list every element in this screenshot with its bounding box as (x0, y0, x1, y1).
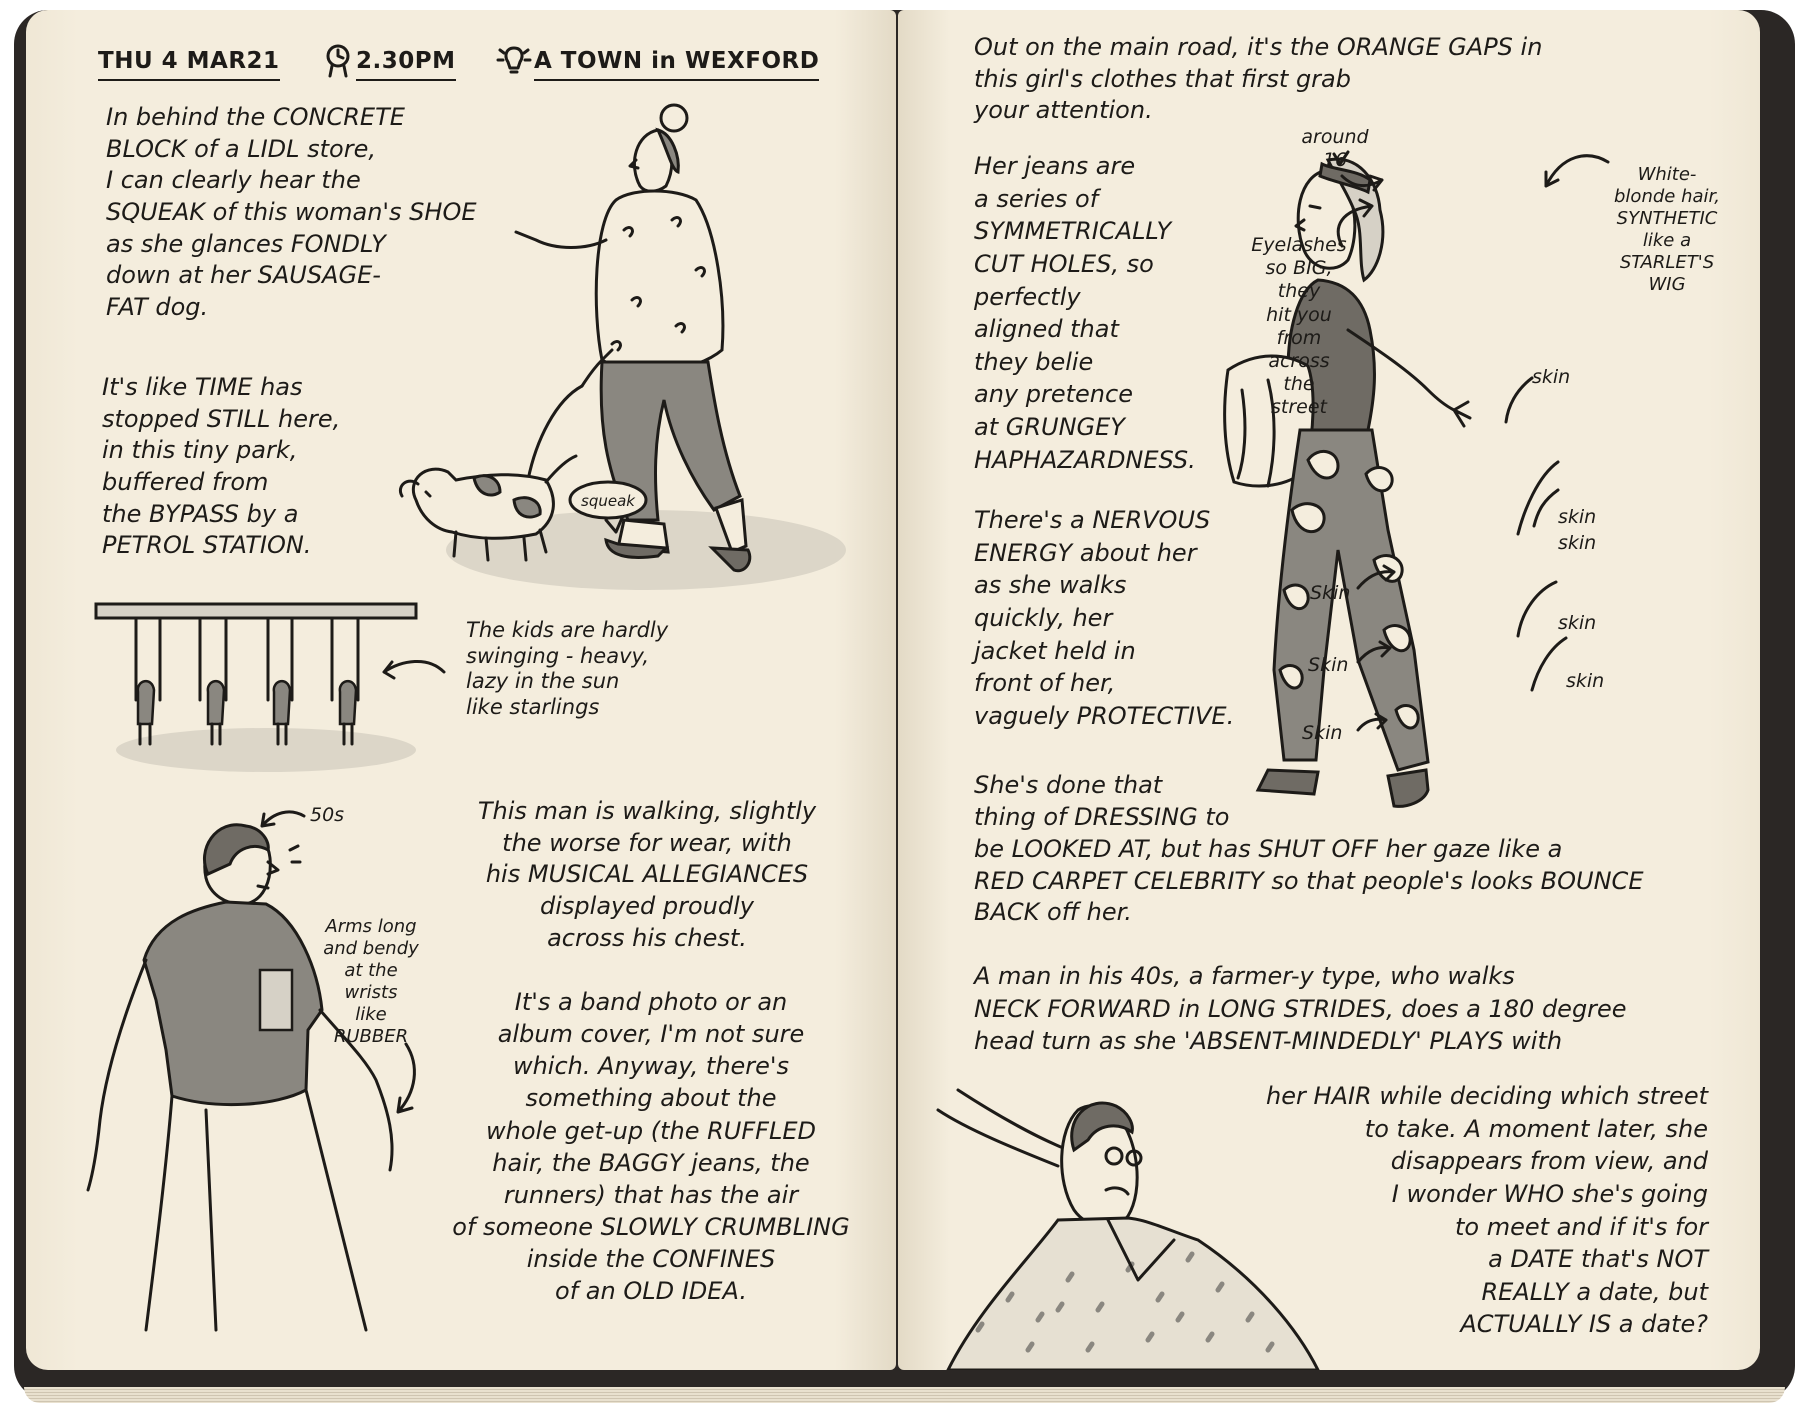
woman-with-dog-illustration (396, 100, 856, 590)
paragraph-time-stopped: It's like TIME has stopped STILL here, in this tiny park, buffered from the BYPASS by a PETROL STATION. (102, 373, 341, 560)
swings-note: The kids are hardly swinging - heavy, lazy in the sun like starlings (466, 618, 669, 719)
age-note-16: around 16 (1301, 126, 1369, 172)
squeak-label: squeak (581, 492, 635, 510)
age-16-arrow (1338, 162, 1388, 198)
swings-arrow (378, 650, 448, 690)
skin-label-8: Skin (1308, 654, 1349, 676)
date-label: THU 4 MAR21 (98, 46, 280, 81)
location-label: A TOWN in WEXFORD (534, 46, 819, 81)
swings-illustration (96, 600, 416, 780)
paragraph-musical-allegiances: This man is walking, slightly the worse for wear, with his MUSICAL ALLEGIANCES displayed proudly across his chest. (477, 797, 817, 952)
hair-arrow (1534, 146, 1614, 206)
farmer-illustration (938, 1070, 1358, 1370)
paragraph-looked-at: be LOOKED AT, but has SHUT OFF her gaze like a RED CARPET CELEBRITY so that people's looks BOUNCE BACK off her. (974, 835, 1644, 927)
paragraph-nervous-energy: There's a NERVOUS ENERGY about her as she walks quickly, her jacket held in front of her, vaguely PROTECTIVE. (974, 506, 1235, 730)
paragraph-lidl: In behind the CONCRETE BLOCK of a LIDL store, I can clearly hear the SQUEAK of this woman's SHOE as she glances FONDLY down at her SAUSAGE- FAT dog. (106, 103, 477, 322)
skin-arrows (1498, 350, 1738, 730)
skin-label-2: skin (1558, 506, 1597, 528)
lightbulb-icon (496, 42, 532, 78)
clock-icon (324, 44, 352, 78)
skin-label-3: skin (1558, 532, 1597, 554)
paragraph-dressing: She's done that thing of DRESSING to (974, 771, 1230, 831)
arms-arrow (386, 1040, 436, 1120)
skin-label-5: skin (1566, 670, 1605, 692)
skin-label-1: skin (1532, 366, 1571, 388)
page-edges (24, 1387, 1785, 1403)
time-label: 2.30PM (356, 46, 456, 81)
paragraph-orange-gaps: Out on the main road, it's the ORANGE GAPS in this girl's clothes that first grab your attention. (974, 33, 1543, 125)
eyelash-note: Eyelashes so BIG, they hit you from across the street (1251, 234, 1347, 419)
skin-label-7: Skin (1310, 582, 1351, 604)
paragraph-date: her HAIR while deciding which street to take. A moment later, she disappears from view, and I wonder WHO she's going to meet and if it's for a DATE that's NOT REALLY a date, but ACTUALLY IS a date? (1266, 1082, 1708, 1339)
arms-note: Arms long and bendy at the wrists like RUBBER (323, 916, 419, 1047)
left-page (26, 10, 896, 1370)
age-arrow (254, 804, 310, 834)
skin-label-4: skin (1558, 612, 1597, 634)
hair-note: White- blonde hair, SYNTHETIC like a STARLET'S WIG (1614, 164, 1720, 295)
paragraph-farmer: A man in his 40s, a farmer-y type, who walks NECK FORWARD in LONG STRIDES, does a 180 degree head turn as she 'ABSENT-MINDEDLY' PLAYS with (974, 962, 1627, 1056)
right-page (898, 10, 1760, 1370)
paragraph-band-photo: It's a band photo or an album cover, I'm not sure which. Anyway, there's something about the whole get-up (the RUFFLED hair, the BAGGY jeans, the runners) that has the air of someone SLOWLY CRUMBLING inside the CONFINES of an OLD IDEA. (452, 988, 850, 1306)
skin-left-arrows (1354, 558, 1414, 758)
paragraph-jeans: Her jeans are a series of SYMMETRICALLY CUT HOLES, so perfectly aligned that they belie any pretence at GRUNGEY HAPHAZARDNESS. (974, 152, 1196, 474)
skin-label-9: Skin (1302, 722, 1343, 744)
eyelash-arrow (1326, 196, 1386, 256)
age-note-50s: 50s (310, 804, 345, 826)
